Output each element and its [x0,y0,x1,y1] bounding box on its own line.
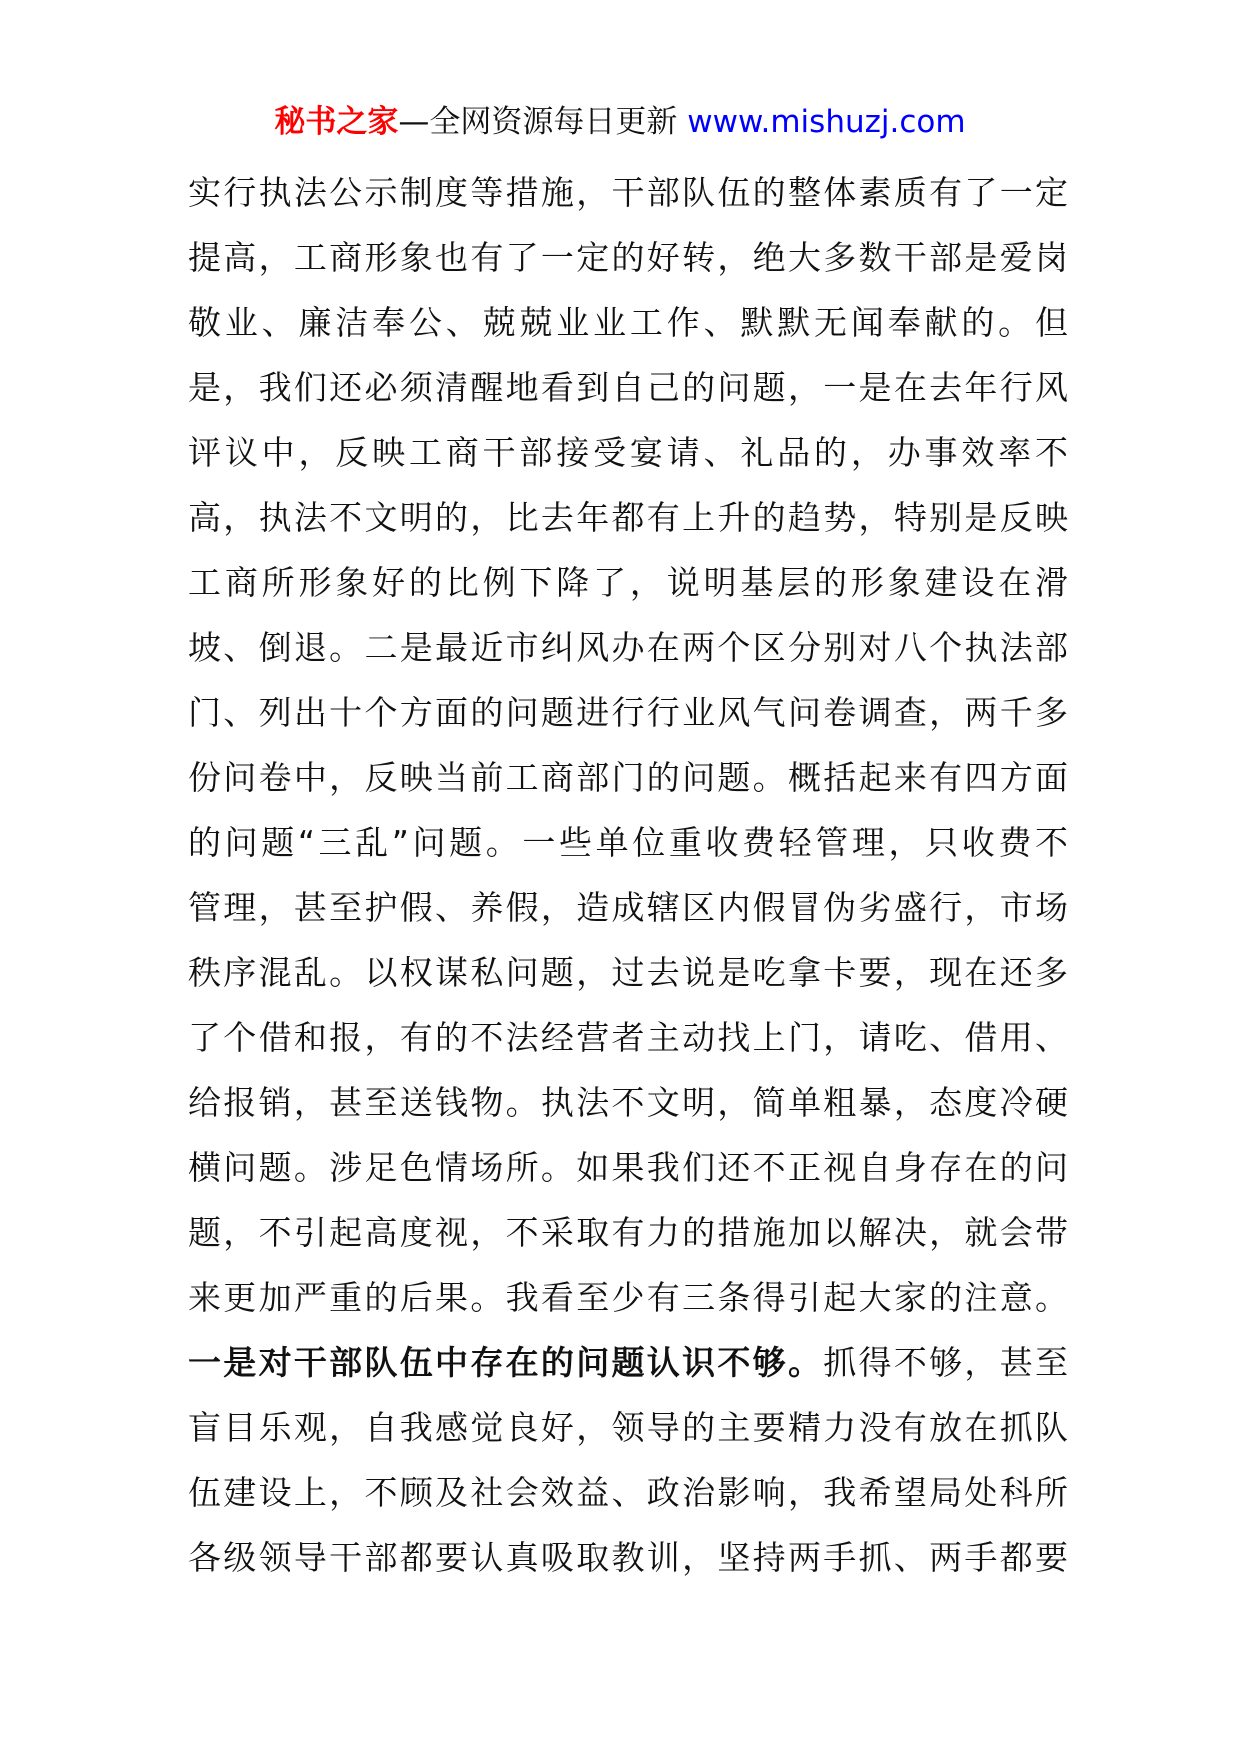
point-one-line [188,1330,1068,1395]
text-line: 提高，工商形象也有了一定的好转，绝大多数干部是爱岗 [188,238,1068,277]
page-header [0,100,1240,144]
text-line: 实行执法公示制度等措施，干部队伍的整体素质有了一定 [188,173,1068,212]
text-line: 伍建设上，不顾及社会效益、政治影响，我希望局处科所 [188,1473,1068,1512]
text-line: 管理，甚至护假、养假，造成辖区内假冒伪劣盛行，市场 [188,888,1068,927]
text-line: 份问卷中，反映当前工商部门的问题。概括起来有四方面 [188,758,1068,797]
text-line: 的问题“三乱”问题。一些单位重收费轻管理，只收费不 [188,823,1068,862]
site-tagline: —全网资源每日更新 [398,104,688,140]
text-line: 敬业、廉洁奉公、兢兢业业工作、默默无闻奉献的。但 [188,303,1068,342]
text-line: 题，不引起高度视，不采取有力的措施加以解决，就会带 [188,1213,1068,1252]
text-line: 横问题。涉足色情场所。如果我们还不正视自身存在的问 [188,1148,1068,1187]
text-line: 盲目乐观，自我感觉良好，领导的主要精力没有放在抓队 [188,1408,1068,1447]
point-one-heading: 一是对干部队伍中存在的问题认识不够。 [188,1343,824,1382]
text-line: 高，执法不文明的，比去年都有上升的趋势，特别是反映 [188,498,1068,537]
text-line: 门、列出十个方面的问题进行行业风气问卷调查，两千多 [188,693,1068,732]
text-line: 坡、倒退。二是最近市纠风办在两个区分别对八个执法部 [188,628,1068,667]
site-brand: 秘书之家 [274,104,399,140]
text-line: 各级领导干部都要认真吸取教训，坚持两手抓、两手都要 [188,1538,1068,1577]
point-one-text: 抓得不够，甚至 [823,1343,1069,1382]
text-line: 评议中，反映工商干部接受宴请、礼品的，办事效率不 [188,433,1068,472]
text-line: 工商所形象好的比例下降了，说明基层的形象建设在滑 [188,563,1068,602]
site-url: www.mishuzj.com [687,104,966,140]
text-line: 给报销，甚至送钱物。执法不文明，简单粗暴，态度冷硬 [188,1083,1068,1122]
text-line: 来更加严重的后果。我看至少有三条得引起大家的注意。 [188,1278,1068,1317]
document-body [188,160,1068,1590]
text-line: 秩序混乱。以权谋私问题，过去说是吃拿卡要，现在还多 [188,953,1068,992]
text-line: 了个借和报，有的不法经营者主动找上门，请吃、借用、 [188,1018,1068,1057]
text-line: 是，我们还必须清醒地看到自己的问题，一是在去年行风 [188,368,1068,407]
